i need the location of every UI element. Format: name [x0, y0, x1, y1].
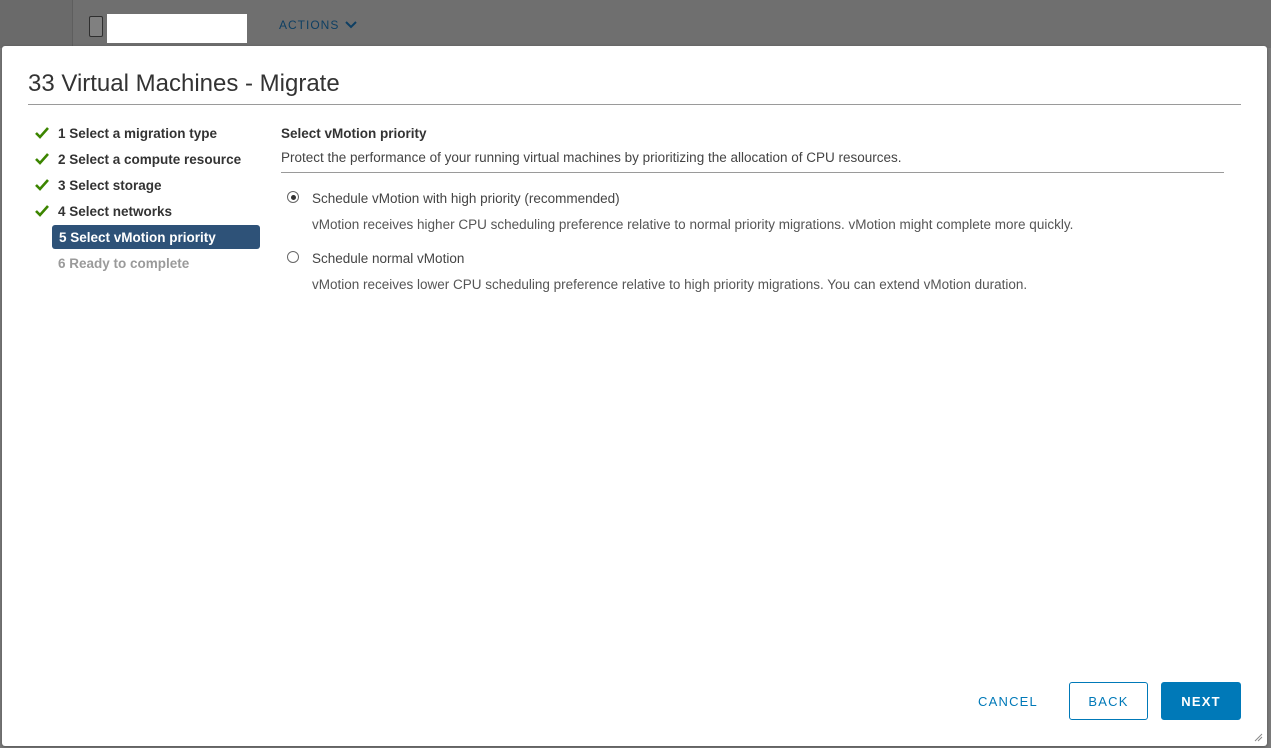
step-5-label: 5 Select vMotion priority — [52, 225, 260, 249]
modal-title: 33 Virtual Machines - Migrate — [28, 70, 340, 97]
option-normal[interactable] — [281, 251, 1224, 293]
check-icon — [34, 203, 50, 219]
actions-menu[interactable] — [279, 18, 357, 32]
app-header-background — [0, 0, 1271, 48]
step-4-label: 4 Select networks — [58, 203, 173, 219]
step-3[interactable] — [34, 172, 262, 198]
option-normal-description: vMotion receives lower CPU scheduling preference relative to high priority migrations. You can extend vMotion duration. — [312, 277, 1028, 292]
resize-grip-icon[interactable] — [1253, 732, 1263, 742]
step-4[interactable] — [34, 198, 262, 224]
wizard-steps — [34, 120, 262, 276]
object-name-box — [107, 14, 247, 43]
cancel-button[interactable]: CANCEL — [964, 682, 1052, 720]
chevron-down-icon — [345, 21, 357, 29]
step-6-label: 6 Ready to complete — [58, 255, 190, 271]
check-icon — [34, 125, 50, 141]
step-6 — [34, 250, 262, 276]
title-divider — [28, 104, 1241, 105]
option-high-priority-label[interactable]: Schedule vMotion with high priority (recommended) — [312, 191, 620, 206]
migrate-wizard-modal — [2, 46, 1267, 746]
radio-high-priority[interactable] — [287, 191, 299, 203]
option-high-priority[interactable] — [281, 191, 1224, 233]
next-button[interactable]: NEXT — [1161, 682, 1241, 720]
check-icon — [34, 177, 50, 193]
step-1[interactable] — [34, 120, 262, 146]
vm-icon — [89, 16, 103, 37]
option-high-priority-description: vMotion receives higher CPU scheduling preference relative to normal priority migrations. vMotion might complete more quickly. — [312, 217, 1074, 232]
back-button[interactable]: BACK — [1069, 682, 1148, 720]
check-icon — [34, 151, 50, 167]
actions-label: ACTIONS — [279, 18, 340, 32]
step-2[interactable] — [34, 146, 262, 172]
step-5[interactable] — [34, 224, 262, 250]
step-1-label: 1 Select a migration type — [58, 125, 218, 141]
content-description: Protect the performance of your running virtual machines by prioritizing the allocation of CPU resources. — [281, 150, 902, 165]
option-normal-label[interactable]: Schedule normal vMotion — [312, 251, 465, 266]
step-2-label: 2 Select a compute resource — [58, 151, 242, 167]
content-divider — [281, 172, 1224, 173]
step-3-label: 3 Select storage — [58, 177, 162, 193]
app-sidebar-strip — [0, 0, 73, 48]
step-content — [281, 126, 1224, 293]
content-heading: Select vMotion priority — [281, 126, 427, 141]
radio-normal[interactable] — [287, 251, 299, 263]
